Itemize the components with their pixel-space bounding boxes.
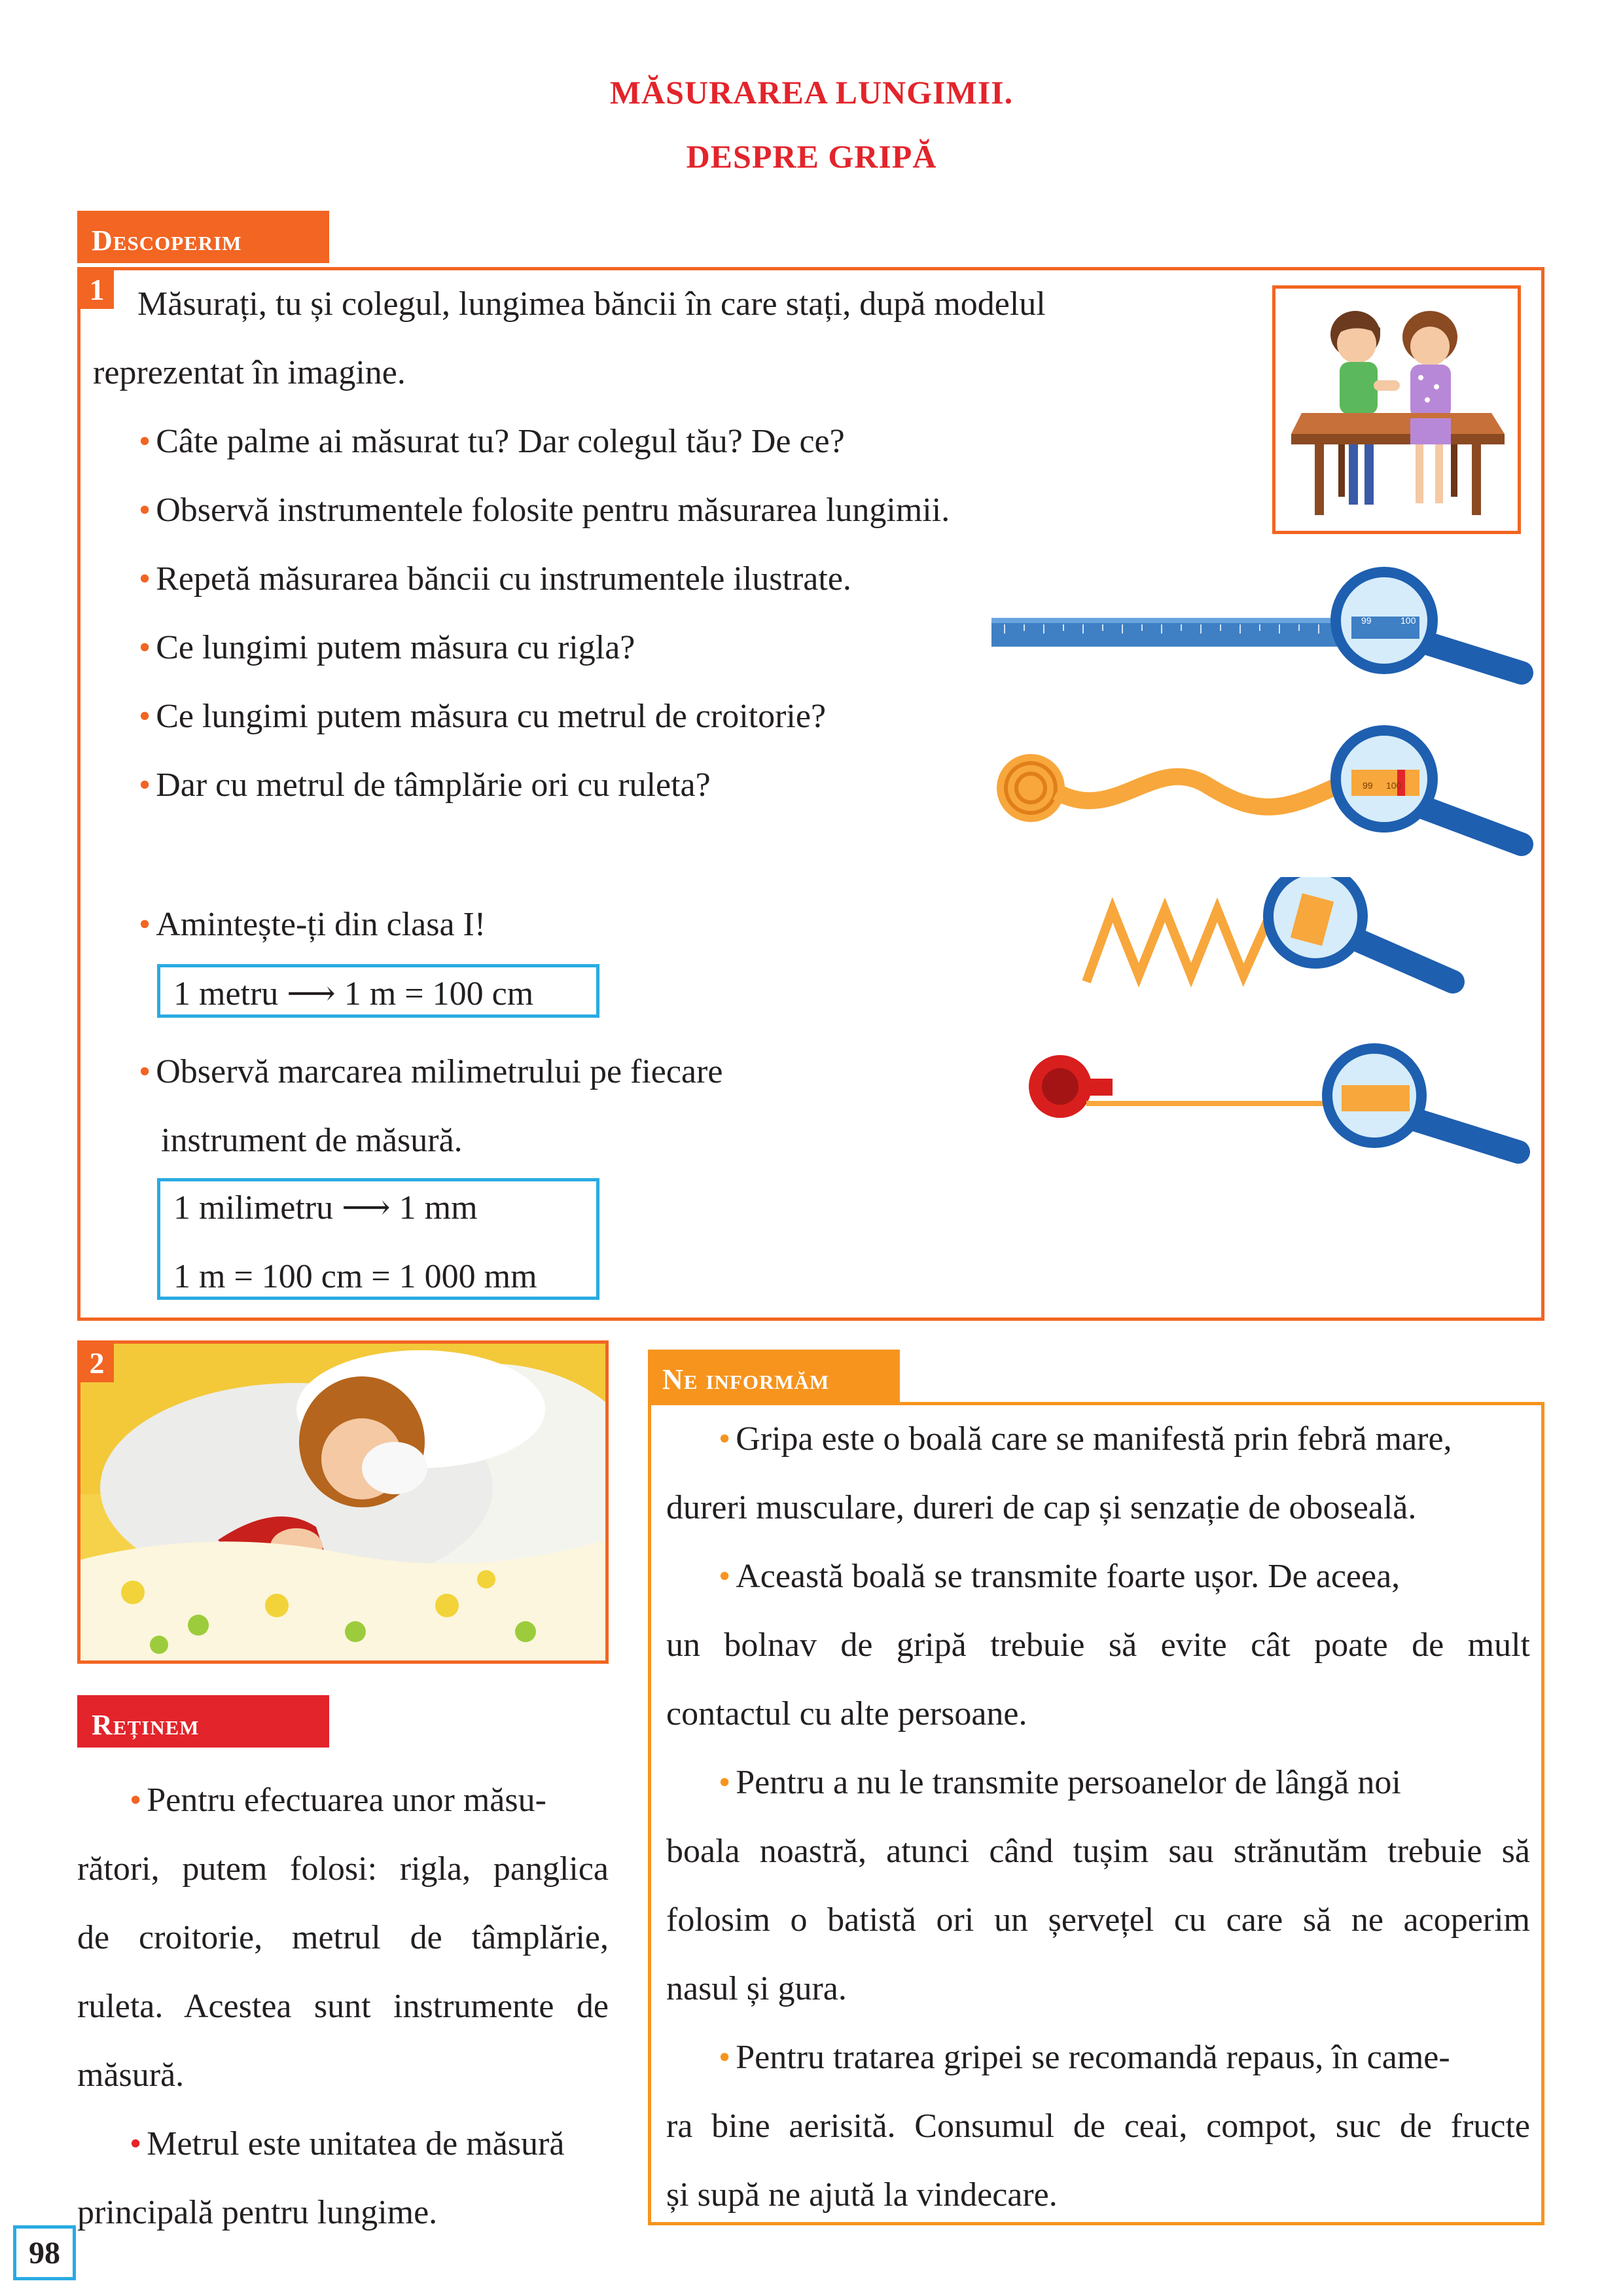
descoperim-tab: Descoperim (77, 211, 329, 263)
retinem-line: măsură. (77, 2056, 185, 2094)
info-line: și supă ne ajută la vindecare. (666, 2176, 1058, 2214)
page-number: 98 (13, 2225, 76, 2280)
info-line: un bolnav de gripă trebuie să evite cât poate de mult (666, 1626, 1530, 1664)
ruler-image (985, 562, 1548, 692)
info-line: dureri musculare, dureri de cap și senzație de oboseală. (666, 1489, 1417, 1526)
tape-mark-label: 99 (1363, 780, 1373, 791)
list-item: • Observă instrumentele folosite pentru măsurarea lungimii. (139, 492, 950, 529)
kids-measuring-desk-image (1272, 285, 1521, 534)
folding-ruler-image (1073, 877, 1544, 1021)
arrow-icon: ⟶ (342, 1189, 399, 1227)
meter-definition-box (157, 964, 599, 1018)
retinem-line: • Metrul este unitatea de măsură (130, 2125, 565, 2162)
ne-informam-tab: Ne informăm (648, 1350, 900, 1402)
retinem-line: ruleta. Acestea sunt instrumente de (77, 1988, 609, 2025)
observe-text-line2: instrument de măsură. (161, 1122, 463, 1159)
ruler-mark-label: 99 (1361, 615, 1372, 626)
page-subtitle: DESPRE GRIPĂ (686, 138, 937, 175)
retinem-line: principală pentru lungime. (77, 2194, 438, 2231)
millimeter-definition-box (157, 1178, 599, 1300)
exercise-number: 2 (80, 1343, 114, 1382)
retinem-line: • Pentru efectuarea unor măsu- (130, 1782, 546, 1819)
tape-mark-label: 100 (1386, 780, 1402, 791)
tailor-tape-image (985, 713, 1548, 864)
info-line: nasul și gura. (666, 1970, 847, 2007)
retinem-line: rători, putem folosi: rigla, panglica (77, 1850, 609, 1888)
list-item: • Dar cu metrul de tâmplărie ori cu ruleta? (139, 766, 711, 804)
info-line: • Pentru tratarea gripei se recomandă repaus, în came- (719, 2039, 1450, 2076)
list-item: • Ce lungimi putem măsura cu metrul de croitorie? (139, 698, 827, 735)
millimeter-conversion: 1 m = 100 cm = 1 000 mm (173, 1258, 537, 1295)
exercise-number: 1 (80, 270, 114, 309)
page-title: MĂSURAREA LUNGIMII. (609, 74, 1014, 111)
reminder-text: • Amintește-ți din clasa I! (139, 906, 486, 943)
meter-definition: 1 metru ⟶ 1 m = 100 cm (173, 975, 534, 1013)
list-item: • Câte palme ai măsurat tu? Dar colegul tău? De ce? (139, 423, 845, 460)
info-line: boala noastră, atunci când tușim sau strănutăm trebuie să (666, 1833, 1530, 1870)
info-line: ra bine aerisită. Consumul de ceai, compot, suc de fructe (666, 2108, 1530, 2145)
ruler-mark-label: 100 (1400, 615, 1416, 626)
list-item: • Repetă măsurarea băncii cu instrumentele ilustrate. (139, 560, 851, 598)
info-line: • Gripa este o boală care se manifestă prin febră mare, (719, 1420, 1452, 1458)
retinem-tab: Reținem (77, 1695, 329, 1748)
info-line: • Această boală se transmite foarte ușor. De aceea, (719, 1558, 1400, 1595)
list-item: • Ce lungimi putem măsura cu rigla? (139, 629, 635, 666)
arrow-icon: ⟶ (287, 975, 344, 1013)
info-line: folosim o batistă ori un șervețel cu care să ne acoperim (666, 1901, 1530, 1939)
info-line: • Pentru a nu le transmite persoanelor de lângă noi (719, 1764, 1401, 1801)
sick-child-image (77, 1340, 609, 1664)
exercise-intro-line1: Măsurați, tu și colegul, lungimea băncii în care stați, după modelul (137, 285, 1046, 323)
millimeter-definition: 1 milimetru ⟶ 1 mm (173, 1189, 478, 1227)
exercise-intro-line2: reprezentat în imagine. (93, 354, 406, 391)
info-line: contactul cu alte persoane. (666, 1695, 1027, 1732)
measuring-tape-image (1008, 1041, 1544, 1185)
retinem-line: de croitorie, metrul de tâmplărie, (77, 1919, 609, 1956)
observe-text-line1: • Observă marcarea milimetrului pe fiecare (139, 1053, 723, 1090)
